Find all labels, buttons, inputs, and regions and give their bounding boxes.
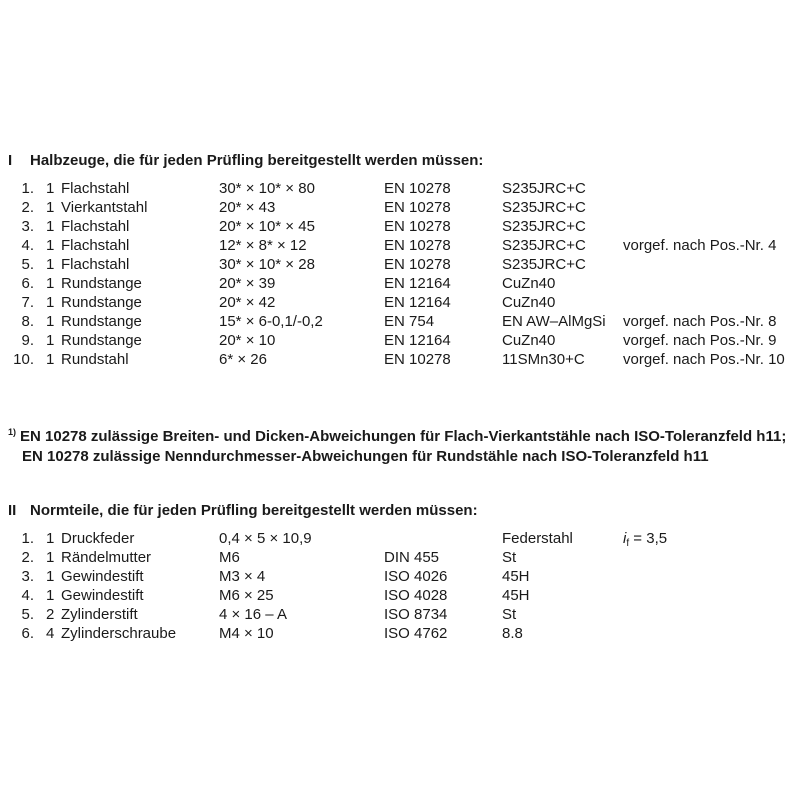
standard: EN 754	[384, 313, 435, 330]
dimensions: M6 × 25	[219, 587, 274, 604]
item-name: Zylinderschraube	[61, 625, 177, 642]
material: S235JRC+C	[502, 218, 586, 235]
dimensions: 20* × 10* × 45	[219, 218, 315, 235]
remark: vorgef. nach Pos.-Nr. 10	[623, 351, 785, 368]
item-name: Gewindestift	[61, 587, 144, 604]
table-row	[0, 237, 800, 256]
remark: vorgef. nach Pos.-Nr. 4	[623, 237, 777, 254]
standard: EN 12164	[384, 332, 451, 349]
position-number: 2.	[21, 549, 34, 566]
item-name: Rundstahl	[61, 351, 129, 368]
standard: ISO 4028	[384, 587, 448, 604]
standard: EN 10278	[384, 256, 451, 273]
material: St	[502, 549, 517, 566]
dimensions: 15* × 6-0,1/-0,2	[219, 313, 323, 330]
quantity: 1	[46, 568, 55, 585]
item-name: Rundstange	[61, 332, 142, 349]
table-row	[0, 275, 800, 294]
quantity: 1	[46, 275, 55, 292]
table-row	[0, 199, 800, 218]
position-number: 10.	[13, 351, 34, 368]
table-row	[0, 587, 800, 606]
dimensions: 4 × 16 – A	[219, 606, 287, 623]
position-number: 3.	[21, 218, 34, 235]
table-row	[0, 218, 800, 237]
section-2-title: Normteile, die für jeden Prüfling bereitgestellt werden müssen:	[30, 502, 478, 519]
item-name: Rändelmutter	[61, 549, 152, 566]
position-number: 9.	[21, 332, 34, 349]
quantity: 1	[46, 256, 55, 273]
dimensions: 20* × 42	[219, 294, 276, 311]
quantity: 1	[46, 313, 55, 330]
dimensions: 20* × 43	[219, 199, 276, 216]
table-row	[0, 332, 800, 351]
position-number: 4.	[21, 237, 34, 254]
quantity: 1	[46, 587, 55, 604]
position-number: 1.	[21, 530, 34, 547]
position-number: 8.	[21, 313, 34, 330]
spring-factor-note	[623, 530, 667, 549]
standard: EN 10278	[384, 180, 451, 197]
dimensions: M4 × 10	[219, 625, 274, 642]
material: S235JRC+C	[502, 180, 586, 197]
material: 45H	[502, 587, 530, 604]
section-2-roman: II	[8, 502, 17, 519]
material: S235JRC+C	[502, 256, 586, 273]
quantity: 2	[46, 606, 55, 623]
quantity: 1	[46, 332, 55, 349]
material: EN AW–AlMgSi	[502, 313, 606, 330]
material: 11SMn30+C	[502, 351, 585, 368]
material: S235JRC+C	[502, 237, 586, 254]
item-name: Gewindestift	[61, 568, 144, 585]
section-1-roman: I	[8, 152, 13, 169]
quantity: 1	[46, 218, 55, 235]
quantity: 1	[46, 351, 55, 368]
item-name: Rundstange	[61, 313, 142, 330]
material: 8.8	[502, 625, 523, 642]
material: 45H	[502, 568, 530, 585]
item-name: Rundstange	[61, 294, 142, 311]
table-row	[0, 568, 800, 587]
item-name: Flachstahl	[61, 256, 130, 273]
item-name: Flachstahl	[61, 237, 130, 254]
quantity: 1	[46, 180, 55, 197]
footnote-line-2: EN 10278 zulässige Nenndurchmesser-Abweichungen für Rundstähle nach ISO-Toleranzfeld h11	[22, 448, 709, 465]
position-number: 7.	[21, 294, 34, 311]
standard: EN 10278	[384, 237, 451, 254]
position-number: 1.	[21, 180, 34, 197]
standard: EN 12164	[384, 275, 451, 292]
dimensions: 30* × 10* × 28	[219, 256, 315, 273]
table-row	[0, 606, 800, 625]
item-name: Flachstahl	[61, 180, 130, 197]
quantity: 1	[46, 530, 55, 547]
item-name: Vierkantstahl	[61, 199, 148, 216]
item-name: Flachstahl	[61, 218, 130, 235]
standard: ISO 4026	[384, 568, 448, 585]
item-name: Zylinderstift	[61, 606, 138, 623]
table-row	[0, 256, 800, 275]
material: CuZn40	[502, 294, 556, 311]
footnote-marker: 1)	[8, 427, 17, 437]
item-name: Druckfeder	[61, 530, 135, 547]
quantity: 4	[46, 625, 55, 642]
footnote	[8, 427, 786, 465]
standard: EN 10278	[384, 199, 451, 216]
quantity: 1	[46, 549, 55, 566]
position-number: 2.	[21, 199, 34, 216]
quantity: 1	[46, 294, 55, 311]
table-row	[0, 294, 800, 313]
quantity: 1	[46, 199, 55, 216]
table-row	[0, 180, 800, 199]
spring-factor-value: = 3,5	[633, 530, 668, 547]
standard: ISO 4762	[384, 625, 448, 642]
standard: DIN 455	[384, 549, 440, 566]
table-row	[0, 351, 800, 370]
dimensions: M6	[219, 549, 240, 566]
dimensions: 20* × 10	[219, 332, 276, 349]
material: CuZn40	[502, 275, 556, 292]
position-number: 3.	[21, 568, 34, 585]
dimensions: 6* × 26	[219, 351, 267, 368]
standard: EN 10278	[384, 218, 451, 235]
table-row	[0, 549, 800, 568]
material: CuZn40	[502, 332, 556, 349]
item-name: Rundstange	[61, 275, 142, 292]
standard: EN 10278	[384, 351, 451, 368]
material: St	[502, 606, 517, 623]
section-1-title: Halbzeuge, die für jeden Prüfling bereitgestellt werden müssen:	[30, 152, 484, 169]
position-number: 6.	[21, 625, 34, 642]
dimensions: 12* × 8* × 12	[219, 237, 307, 254]
spring-factor-subscript: f	[626, 538, 630, 549]
table-row	[0, 625, 800, 644]
dimensions: M3 × 4	[219, 568, 266, 585]
footnote-line-1: EN 10278 zulässige Breiten- und Dicken-Abweichungen für Flach-Vierkantstähle nach ISO-Toleranzfeld h11;	[20, 428, 787, 445]
dimensions: 30* × 10* × 80	[219, 180, 315, 197]
spring-factor-symbol: i	[623, 530, 627, 547]
position-number: 5.	[21, 256, 34, 273]
position-number: 4.	[21, 587, 34, 604]
section-2-heading	[8, 502, 478, 519]
table-row	[0, 313, 800, 332]
quantity: 1	[46, 237, 55, 254]
material: Federstahl	[502, 530, 573, 547]
remark: vorgef. nach Pos.-Nr. 9	[623, 332, 777, 349]
section-1-heading	[8, 152, 483, 169]
material: S235JRC+C	[502, 199, 586, 216]
position-number: 6.	[21, 275, 34, 292]
position-number: 5.	[21, 606, 34, 623]
table-row	[0, 530, 800, 549]
standard: EN 12164	[384, 294, 451, 311]
dimensions: 0,4 × 5 × 10,9	[219, 530, 312, 547]
dimensions: 20* × 39	[219, 275, 276, 292]
remark: vorgef. nach Pos.-Nr. 8	[623, 313, 777, 330]
standard: ISO 8734	[384, 606, 448, 623]
